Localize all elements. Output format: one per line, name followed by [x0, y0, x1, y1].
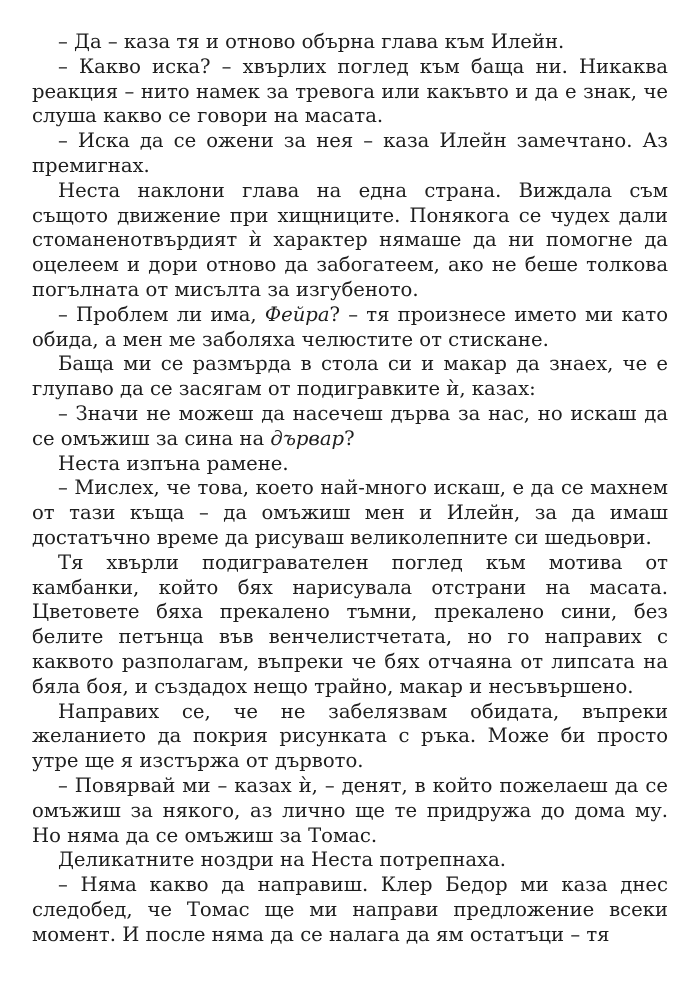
paragraph: Баща ми се размърда в стола си и макар да знаех, че е глупаво да се засягам от подигравките ѝ, казах:	[32, 352, 668, 401]
paragraph: – Значи не можеш да насечеш дърва за нас, но искаш да се омъжиш за сина на дървар?	[32, 401, 668, 450]
paragraph: – Иска да се ожени за нея – каза Илейн замечтано. Аз премигнах.	[32, 129, 668, 177]
emphasized-word: дървар	[270, 426, 345, 450]
paragraph: – Повярвай ми – казах ѝ, – денят, в който пожелаеш да се омъжиш за някого, аз лично ще те придружа до дома му. Но няма да се омъжиш за Томас.	[32, 773, 668, 847]
paragraph: Направих се, че не забелязвам обидата, въпреки желанието да покрия рисунката с ръка. Може би просто утре ще я изстържа от дървото.	[32, 699, 668, 773]
paragraph: – Мислех, че това, което най-много искаш, е да се махнем от тази къща – да омъжиш мен и Илейн, за да имаш достатъчно време да рисуваш великолепните си шедьоври.	[32, 476, 668, 549]
emphasized-name: Фейра	[264, 302, 330, 326]
paragraph: Неста наклони глава на една страна. Виждала съм същото движение при хищниците. Понякога се чудех дали стоманенотвърдият ѝ характер нямаше да ни помогне да оцелеем и дори отново да забогатеем, ако не беше толкова погълната от мисълта за изгубеното.	[32, 178, 668, 301]
paragraph: – Проблем ли има, Фейра? – тя произнесе името ми като обида, а мен ме заболяха челюстите от стискане.	[32, 302, 669, 351]
paragraph: – Няма какво да направиш. Клер Бедор ми каза днес следобед, че Томас ще ми направи предложение всеки момент. И после няма да се налага да ям остатъци – тя	[32, 873, 668, 946]
paragraph: – Какво иска? – хвърлих поглед към баща ни. Никаква реакция – нито намек за тревога или какъвто и да е знак, че слуша какво се говори на масата.	[32, 54, 668, 128]
book-page	[32, 30, 668, 947]
paragraph: Деликатните ноздри на Неста потрепнаха.	[58, 848, 506, 872]
paragraph: Неста изпъна рамене.	[58, 451, 289, 475]
paragraph: – Да – каза тя и отново обърна глава към Илейн.	[58, 30, 565, 53]
paragraph: Тя хвърли подигравателен поглед към мотива от камбанки, който бях нарисувала отстрани на масата. Цветовете бяха прекалено тъмни, прекалено сини, без белите петънца във венчелистчетата, но го направих с каквото разполагам, въпреки че бях отчаяна от липсата на бяла боя, и създадох нещо трайно, макар и несъвършено.	[32, 550, 668, 698]
